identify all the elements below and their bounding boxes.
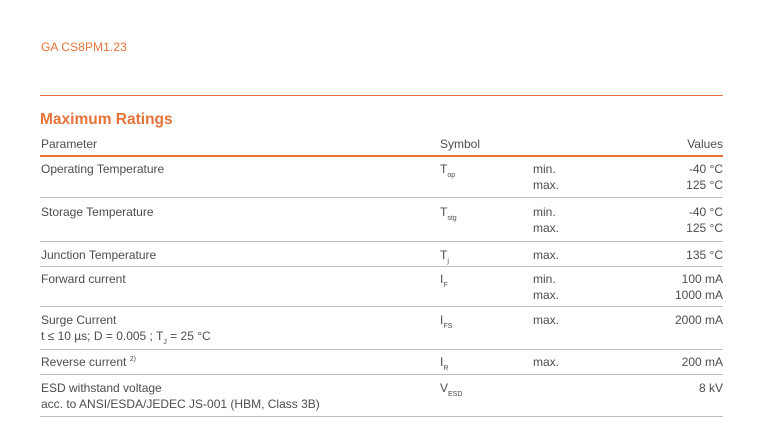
- value-min: 100 mA: [681, 272, 723, 286]
- qualifier-max: max.: [533, 355, 560, 369]
- symbol-base: I: [440, 355, 444, 369]
- value-max: 125 °C: [686, 178, 723, 192]
- qualifier-min: min.: [533, 205, 556, 219]
- value-max: 135 °C: [686, 248, 723, 262]
- row-qualifiers: [533, 161, 559, 193]
- symbol-subscript: F: [443, 282, 448, 289]
- qualifier-max: max.: [533, 313, 560, 327]
- symbol-base: T: [440, 162, 448, 176]
- qualifier-max: max.: [533, 178, 560, 192]
- header-symbol: Symbol: [440, 137, 481, 151]
- row-qualifiers: [533, 354, 559, 370]
- value-min: -40 °C: [688, 205, 723, 219]
- row-parameter: Reverse current: [41, 355, 127, 369]
- qualifier-max: max.: [533, 221, 560, 235]
- table-row: [40, 157, 723, 198]
- row-parameter: Forward current: [41, 272, 126, 286]
- row-condition: [41, 328, 211, 344]
- symbol-base: T: [440, 248, 448, 262]
- table-header-row: [40, 128, 723, 157]
- row-values: [675, 312, 723, 328]
- row-qualifiers: [533, 247, 559, 263]
- table-row: [40, 307, 723, 350]
- value: 8 kV: [698, 381, 723, 395]
- qualifier-min: min.: [533, 272, 556, 286]
- value-max: 1000 mA: [674, 288, 723, 302]
- value-max: 2000 mA: [674, 313, 723, 327]
- row-parameter: ESD withstand voltage: [41, 381, 162, 395]
- row-parameter-block: [41, 380, 320, 412]
- value-min: -40 °C: [688, 162, 723, 176]
- symbol-subscript: R: [443, 365, 449, 372]
- table-row: [40, 242, 723, 267]
- maximum-ratings-table: [40, 128, 723, 417]
- value-max: 200 mA: [681, 355, 723, 369]
- row-qualifiers: [533, 271, 559, 303]
- qualifier-min: min.: [533, 162, 556, 176]
- symbol-subscript: stg: [447, 215, 457, 222]
- row-symbol: [440, 354, 448, 370]
- symbol-subscript: j: [447, 258, 449, 265]
- symbol-base: I: [440, 272, 444, 286]
- condition-subscript: J: [163, 339, 167, 346]
- row-symbol: [440, 271, 448, 287]
- row-parameter: Surge Current: [41, 313, 117, 327]
- qualifier-max: max.: [533, 248, 560, 262]
- header-parameter: Parameter: [41, 137, 98, 151]
- symbol-subscript: op: [447, 172, 456, 179]
- table-row: [40, 375, 723, 417]
- table-row: [40, 350, 723, 375]
- condition-text: t ≤ 10 µs; D = 0.005 ; T: [41, 329, 164, 343]
- row-symbol: [440, 312, 452, 328]
- footnote-marker: 2): [129, 356, 136, 363]
- row-qualifiers: [533, 312, 559, 328]
- row-qualifiers: [533, 204, 559, 236]
- row-symbol: [440, 247, 449, 263]
- row-symbol: [440, 161, 455, 177]
- header-values: Values: [687, 137, 723, 151]
- row-values: [699, 380, 723, 396]
- row-values: [682, 354, 723, 370]
- symbol-base: I: [440, 313, 444, 327]
- row-values: [675, 271, 723, 303]
- section-title: Maximum Ratings: [40, 111, 173, 128]
- table-row: [40, 267, 723, 307]
- row-values: [686, 247, 723, 263]
- value-max: 125 °C: [686, 221, 723, 235]
- symbol-subscript: ESD: [448, 391, 463, 398]
- top-rule: [40, 95, 723, 96]
- row-values: [686, 204, 723, 236]
- row-parameter: Storage Temperature: [41, 205, 154, 219]
- row-parameter-line2: acc. to ANSI/ESDA/JEDEC JS-001 (HBM, Class 3B): [41, 397, 320, 411]
- symbol-subscript: FS: [443, 323, 453, 330]
- row-parameter-block: [41, 354, 136, 370]
- row-parameter: Junction Temperature: [41, 248, 157, 262]
- qualifier-max: max.: [533, 288, 560, 302]
- row-values: [686, 161, 723, 193]
- row-symbol: [440, 380, 462, 396]
- document-id: GA CS8PM1.23: [41, 40, 127, 54]
- condition-text-end: = 25 °C: [166, 329, 211, 343]
- row-symbol: [440, 204, 457, 220]
- symbol-base: V: [440, 381, 449, 395]
- symbol-base: T: [440, 205, 448, 219]
- row-parameter-block: [41, 312, 211, 344]
- table-row: [40, 198, 723, 242]
- row-parameter: Operating Temperature: [41, 162, 165, 176]
